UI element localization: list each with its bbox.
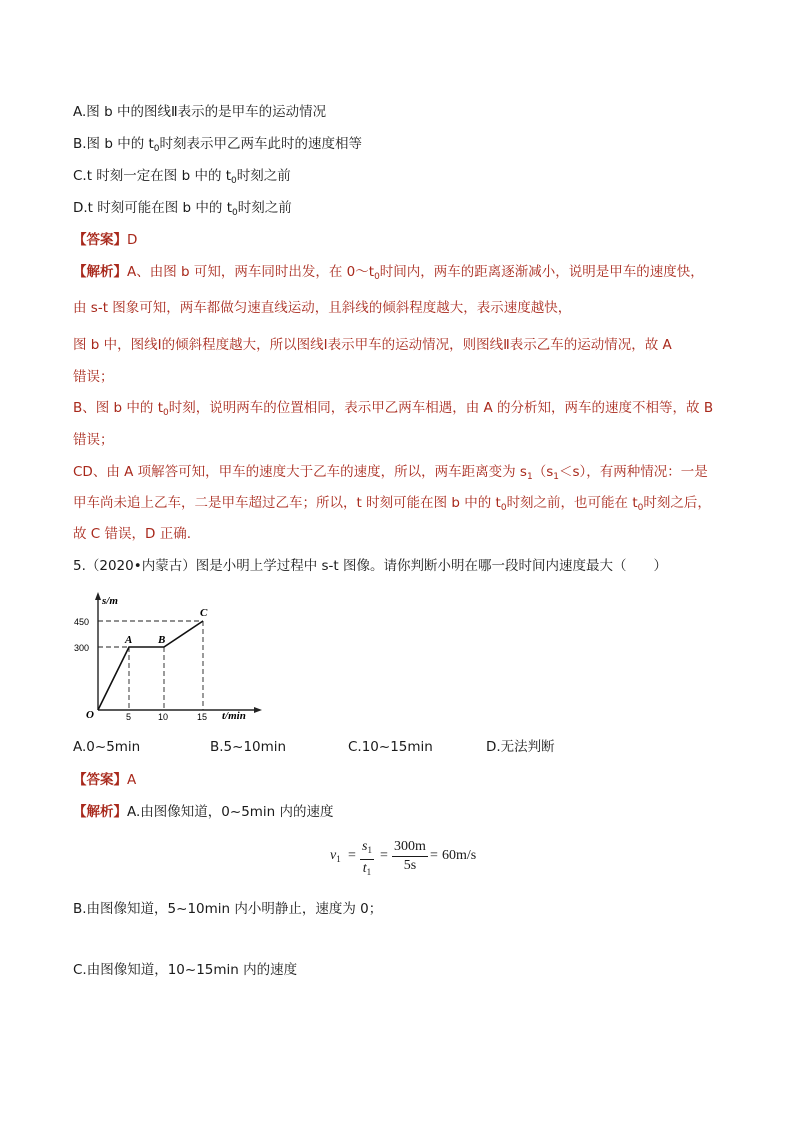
x-tick-15: 15 — [197, 712, 208, 722]
option-c-prev: C.t 时刻一定在图 b 中的 $t_0$时刻之前 — [73, 168, 291, 186]
analysis-prev-line-7: CD、由 A 项解答可知，甲车的速度大于乙车的速度，所以，两车距离变为 $s_1(s_1<s)$，有两种情况：一是 — [73, 464, 708, 482]
formula-eq1: = — [348, 848, 356, 863]
formula-frac-1: $\frac{s_1}{t_1}$ — [362, 839, 372, 877]
answer-prev: 【答案】D — [73, 232, 138, 248]
y-tick-450: 450 — [74, 617, 90, 627]
x-tick-5: 5 — [126, 712, 132, 722]
formula-eq2: = — [380, 848, 388, 863]
analysis-prev-line-5: B、图 b 中的 $t_0$时刻，说明两车的位置相同，表示甲乙两车相遇，由 A 的分析知，两车的速度不相等，故 B — [73, 400, 714, 418]
analysis-5-line-2: B.由图像知道，5~10min 内小明静止，速度为 0； — [73, 901, 383, 917]
velocity-formula — [330, 836, 490, 880]
option-b-prev: B.图 b 中的 $t_0$时刻表示甲乙两车此时的速度相等 — [73, 136, 363, 154]
formula-eq3: = — [430, 848, 438, 863]
formula-frac-2: $\frac{300m}{5s}$ — [394, 839, 426, 873]
option-5-b: B.5~10min — [210, 739, 287, 755]
st-graph — [72, 588, 262, 723]
analysis-prev-line-6: 错误； — [73, 432, 114, 448]
formula-lhs: $v_1$ — [330, 848, 341, 864]
origin-label: O — [86, 709, 94, 721]
analysis-prev-line-1: 【解析】A、由图 b 可知，两车同时出发，在 $0\sim t_0$时间内，两车的距离逐渐减小，说明是甲车的速度快， — [73, 264, 704, 282]
analysis-prev-line-2: 由 s-t 图象可知，两车都做匀速直线运动，且斜线的倾斜程度越大，表示速度越快， — [73, 300, 572, 316]
graph-line — [98, 621, 203, 710]
point-b-label: B — [158, 634, 166, 646]
analysis-prev-line-9: 故 C 错误，D 正确. — [73, 526, 191, 542]
x-axis-label: t/min — [222, 710, 246, 722]
y-axis-arrow — [95, 592, 101, 600]
y-axis-label: s/m — [102, 595, 118, 607]
option-5-c: C.10~15min — [348, 739, 433, 755]
analysis-5-line-1: 【解析】A.由图像知道，0~5min 内的速度 — [73, 804, 334, 820]
analysis-prev-line-3: 图 b 中，图线Ⅰ的倾斜程度越大，所以图线Ⅰ表示甲车的运动情况，则图线Ⅱ表示乙车的运动情况，故 A — [73, 337, 672, 353]
option-5-d: D.无法判断 — [486, 739, 555, 755]
option-a-prev: A.图 b 中的图线Ⅱ表示的是甲车的运动情况 — [73, 104, 327, 120]
point-c-label: C — [200, 607, 208, 619]
y-tick-300: 300 — [74, 643, 90, 653]
formula-result: 60m/s — [442, 848, 477, 863]
analysis-prev-line-4: 错误； — [73, 369, 114, 385]
x-axis-arrow — [254, 707, 262, 713]
question-5-text: 5.（2020•内蒙古）图是小明上学过程中 s-t 图像。请你判断小明在哪一段时间内速度最大（ ） — [73, 558, 667, 574]
option-d-prev: D.t 时刻可能在图 b 中的 $t_0$时刻之前 — [73, 200, 292, 218]
option-5-a: A.0~5min — [73, 739, 141, 755]
analysis-prev-line-8: 甲车尚未追上乙车，二是甲车超过乙车；所以，t 时刻可能在图 b 中的 $t_0$时刻之前，也可能在 $t_0$时刻之后， — [73, 495, 711, 513]
point-a-label: A — [125, 634, 133, 646]
x-tick-10: 10 — [158, 712, 169, 722]
analysis-5-line-3: C.由图像知道，10~15min 内的速度 — [73, 962, 298, 978]
answer-5: 【答案】A — [73, 772, 137, 788]
